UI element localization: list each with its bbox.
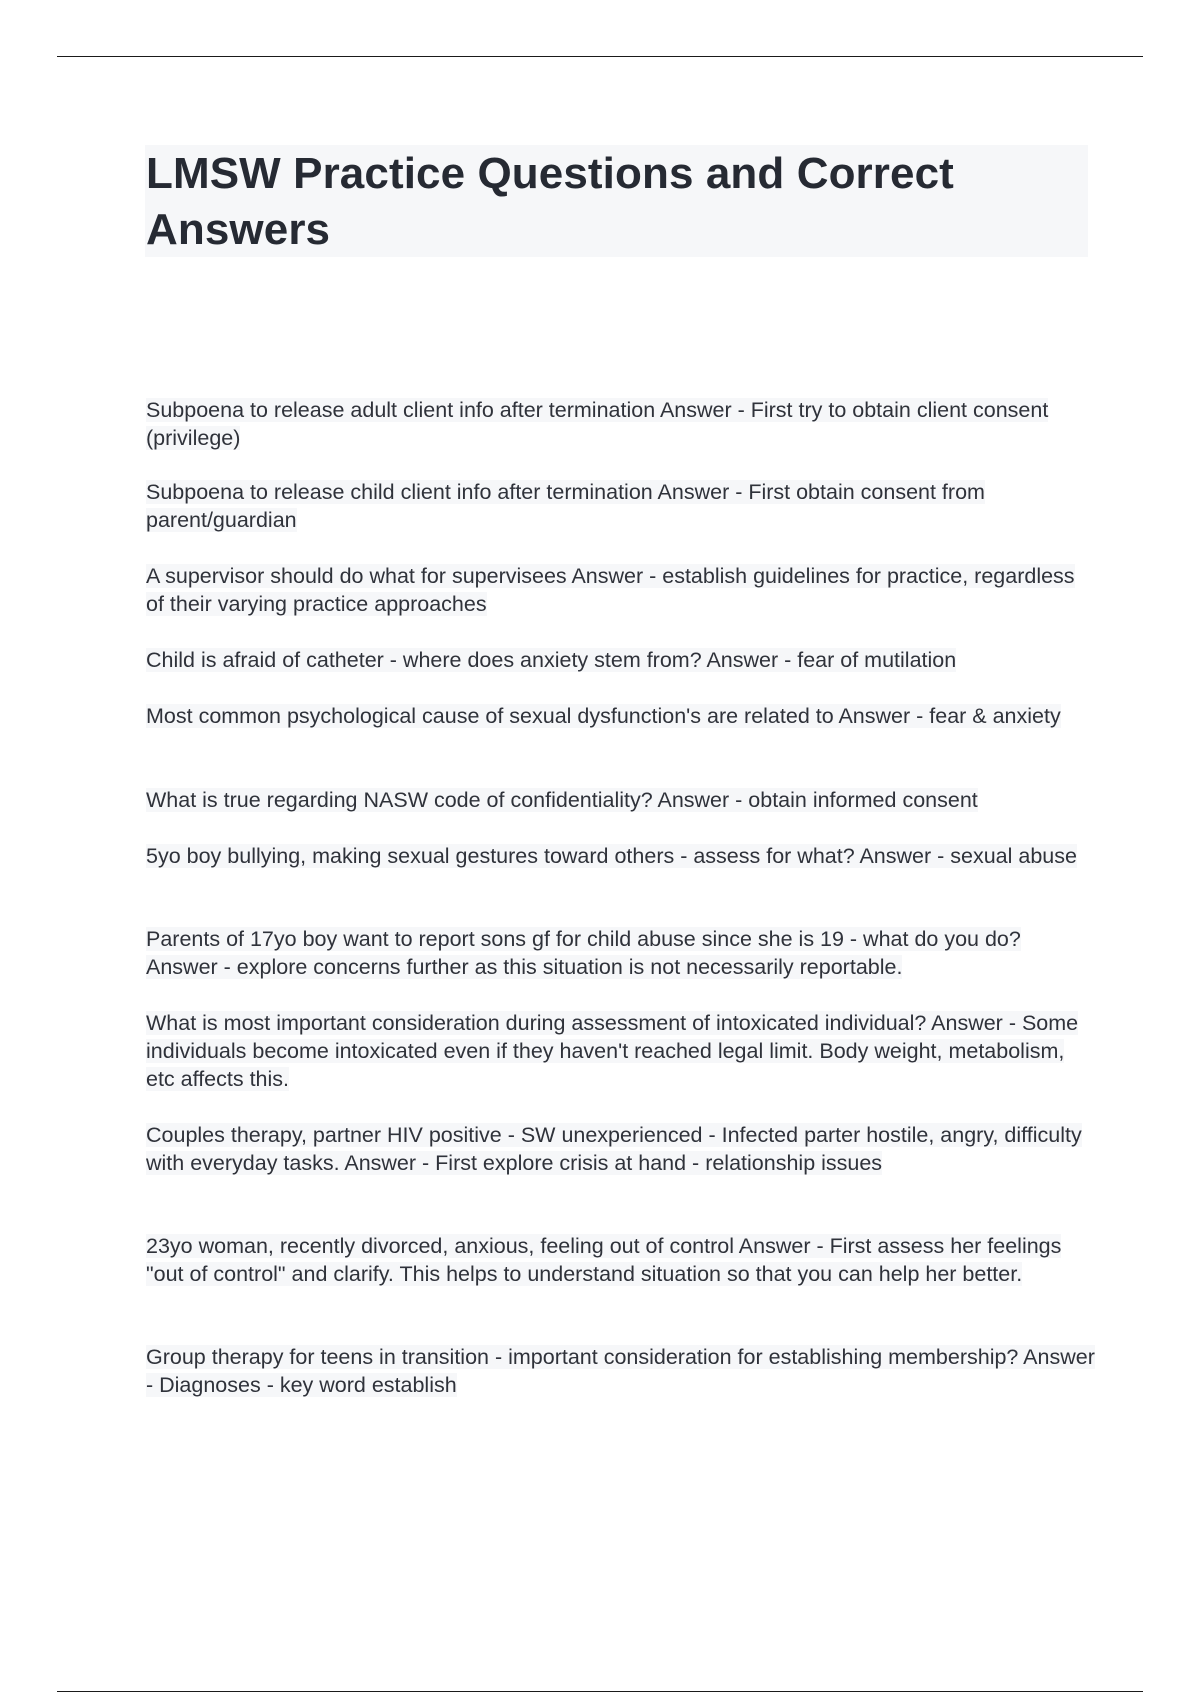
qa-item-9: What is most important consideration during assessment of intoxicated individual? Answer - Some individuals become intoxicated even if they haven't reached legal limit. Body weight, metabolism, etc affects this. xyxy=(146,1011,1079,1091)
qa-item-3: A supervisor should do what for supervisees Answer - establish guidelines for practice, regardless of their varying practice approaches xyxy=(146,564,1075,616)
page-title: LMSW Practice Questions and Correct Answers xyxy=(146,149,954,254)
qa-item-4: Child is afraid of catheter - where does anxiety stem from? Answer - fear of mutilation xyxy=(146,648,957,672)
qa-item-8: Parents of 17yo boy want to report sons gf for child abuse since she is 19 - what do you do? Answer - explore concerns further as this situation is not necessarily reportable. xyxy=(146,927,1021,979)
top-rule xyxy=(57,56,1143,57)
qa-item-5: Most common psychological cause of sexual dysfunction's are related to Answer - fear & anxiety xyxy=(146,704,1061,728)
bottom-rule xyxy=(57,1691,1143,1692)
qa-item-7: 5yo boy bullying, making sexual gestures toward others - assess for what? Answer - sexual abuse xyxy=(146,844,1077,868)
qa-item-6: What is true regarding NASW code of confidentiality? Answer - obtain informed consent xyxy=(146,788,978,812)
qa-item-1: Subpoena to release adult client info after termination Answer - First try to obtain client consent (privilege) xyxy=(146,398,1049,450)
qa-item-2: Subpoena to release child client info after termination Answer - First obtain consent from parent/guardian xyxy=(146,480,985,532)
qa-item-12: Group therapy for teens in transition - important consideration for establishing membership? Answer - Diagnoses - key word establish xyxy=(146,1345,1095,1397)
qa-item-11: 23yo woman, recently divorced, anxious, feeling out of control Answer - First assess her feelings "out of control" and clarify. This helps to understand situation so that you can help her better. xyxy=(146,1234,1062,1286)
qa-item-10: Couples therapy, partner HIV positive - SW unexperienced - Infected parter hostile, angry, difficulty with everyday tasks. Answer - First explore crisis at hand - relationship issues xyxy=(146,1123,1082,1175)
